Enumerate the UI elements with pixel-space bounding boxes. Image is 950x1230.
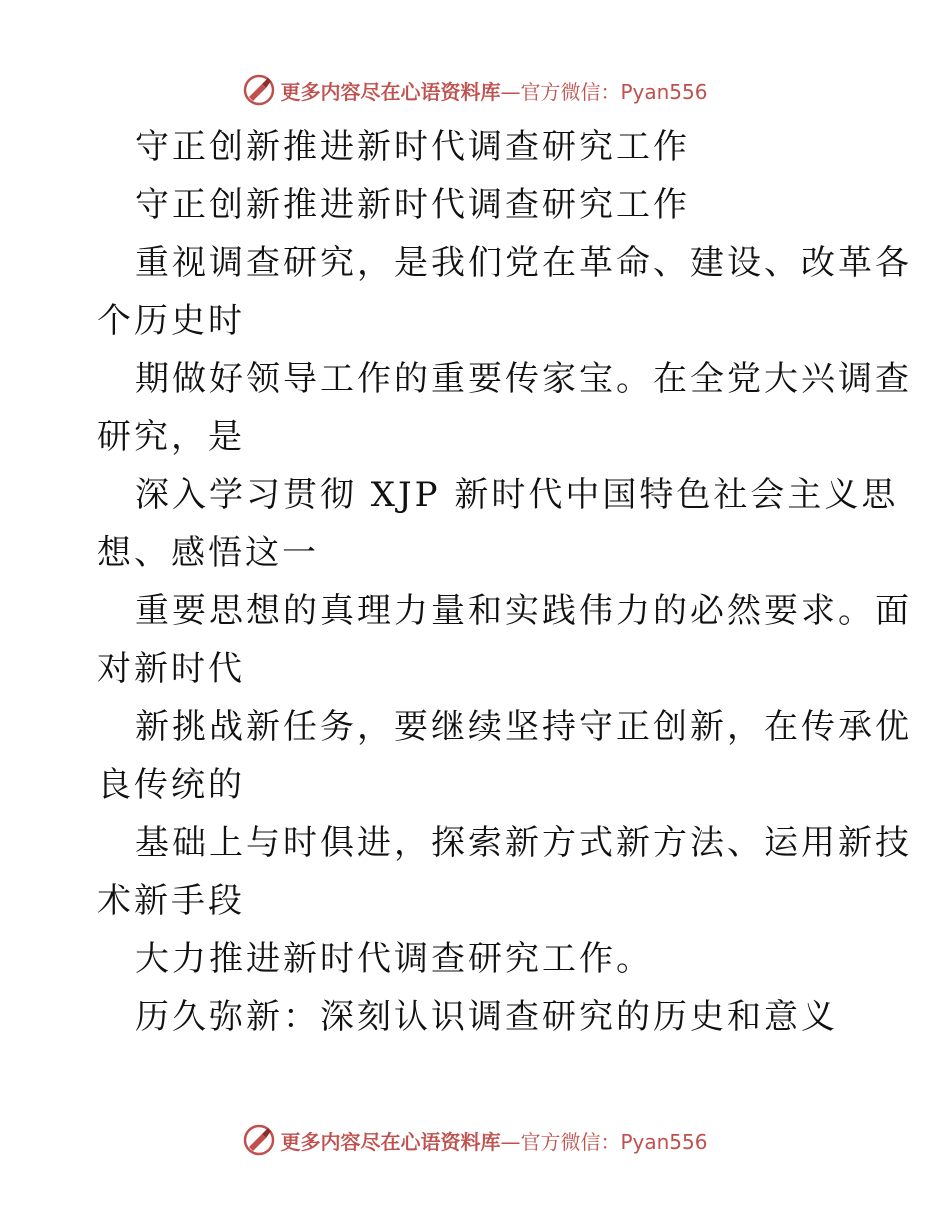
paragraph-line-wrap: 个历史时 bbox=[97, 301, 245, 341]
paragraph-line: 深入学习贯彻 XJP 新时代中国特色社会主义思 bbox=[135, 475, 899, 515]
banner-brand-text: 更多内容尽在心语资料库 bbox=[280, 1129, 501, 1154]
paragraph-line-wrap: 对新时代 bbox=[97, 649, 245, 689]
header-watermark-banner bbox=[0, 70, 950, 110]
doc-title-line: 守正创新推进新时代调查研究工作 bbox=[135, 127, 690, 167]
paragraph-line: 重要思想的真理力量和实践伟力的必然要求。面 bbox=[135, 591, 912, 631]
pen-emblem-icon bbox=[242, 73, 276, 107]
paragraph-line: 期做好领导工作的重要传家宝。在全党大兴调查 bbox=[135, 359, 912, 399]
banner-brand-text: 更多内容尽在心语资料库 bbox=[280, 79, 501, 104]
banner-contact-text: —官方微信：Pyan556 bbox=[500, 1129, 708, 1154]
footer-watermark-banner bbox=[0, 1120, 950, 1160]
paragraph-line-wrap: 良传统的 bbox=[97, 765, 245, 805]
section-heading-line: 历久弥新：深刻认识调查研究的历史和意义 bbox=[135, 997, 838, 1037]
paragraph-line: 大力推进新时代调查研究工作。 bbox=[135, 939, 653, 979]
document-body bbox=[97, 118, 912, 1046]
paragraph-line: 基础上与时俱进，探索新方式新方法、运用新技 bbox=[135, 823, 912, 863]
doc-title-line-repeat: 守正创新推进新时代调查研究工作 bbox=[135, 185, 690, 225]
paragraph-line-wrap: 术新手段 bbox=[97, 881, 245, 921]
paragraph-line-wrap: 想、感悟这一 bbox=[97, 533, 319, 573]
paragraph-line: 新挑战新任务，要继续坚持守正创新，在传承优 bbox=[135, 707, 912, 747]
paragraph-line: 重视调查研究，是我们党在革命、建设、改革各 bbox=[135, 243, 912, 283]
banner-contact-text: —官方微信：Pyan556 bbox=[500, 79, 708, 104]
pen-emblem-icon bbox=[242, 1123, 276, 1157]
paragraph-line-wrap: 研究，是 bbox=[97, 417, 245, 457]
